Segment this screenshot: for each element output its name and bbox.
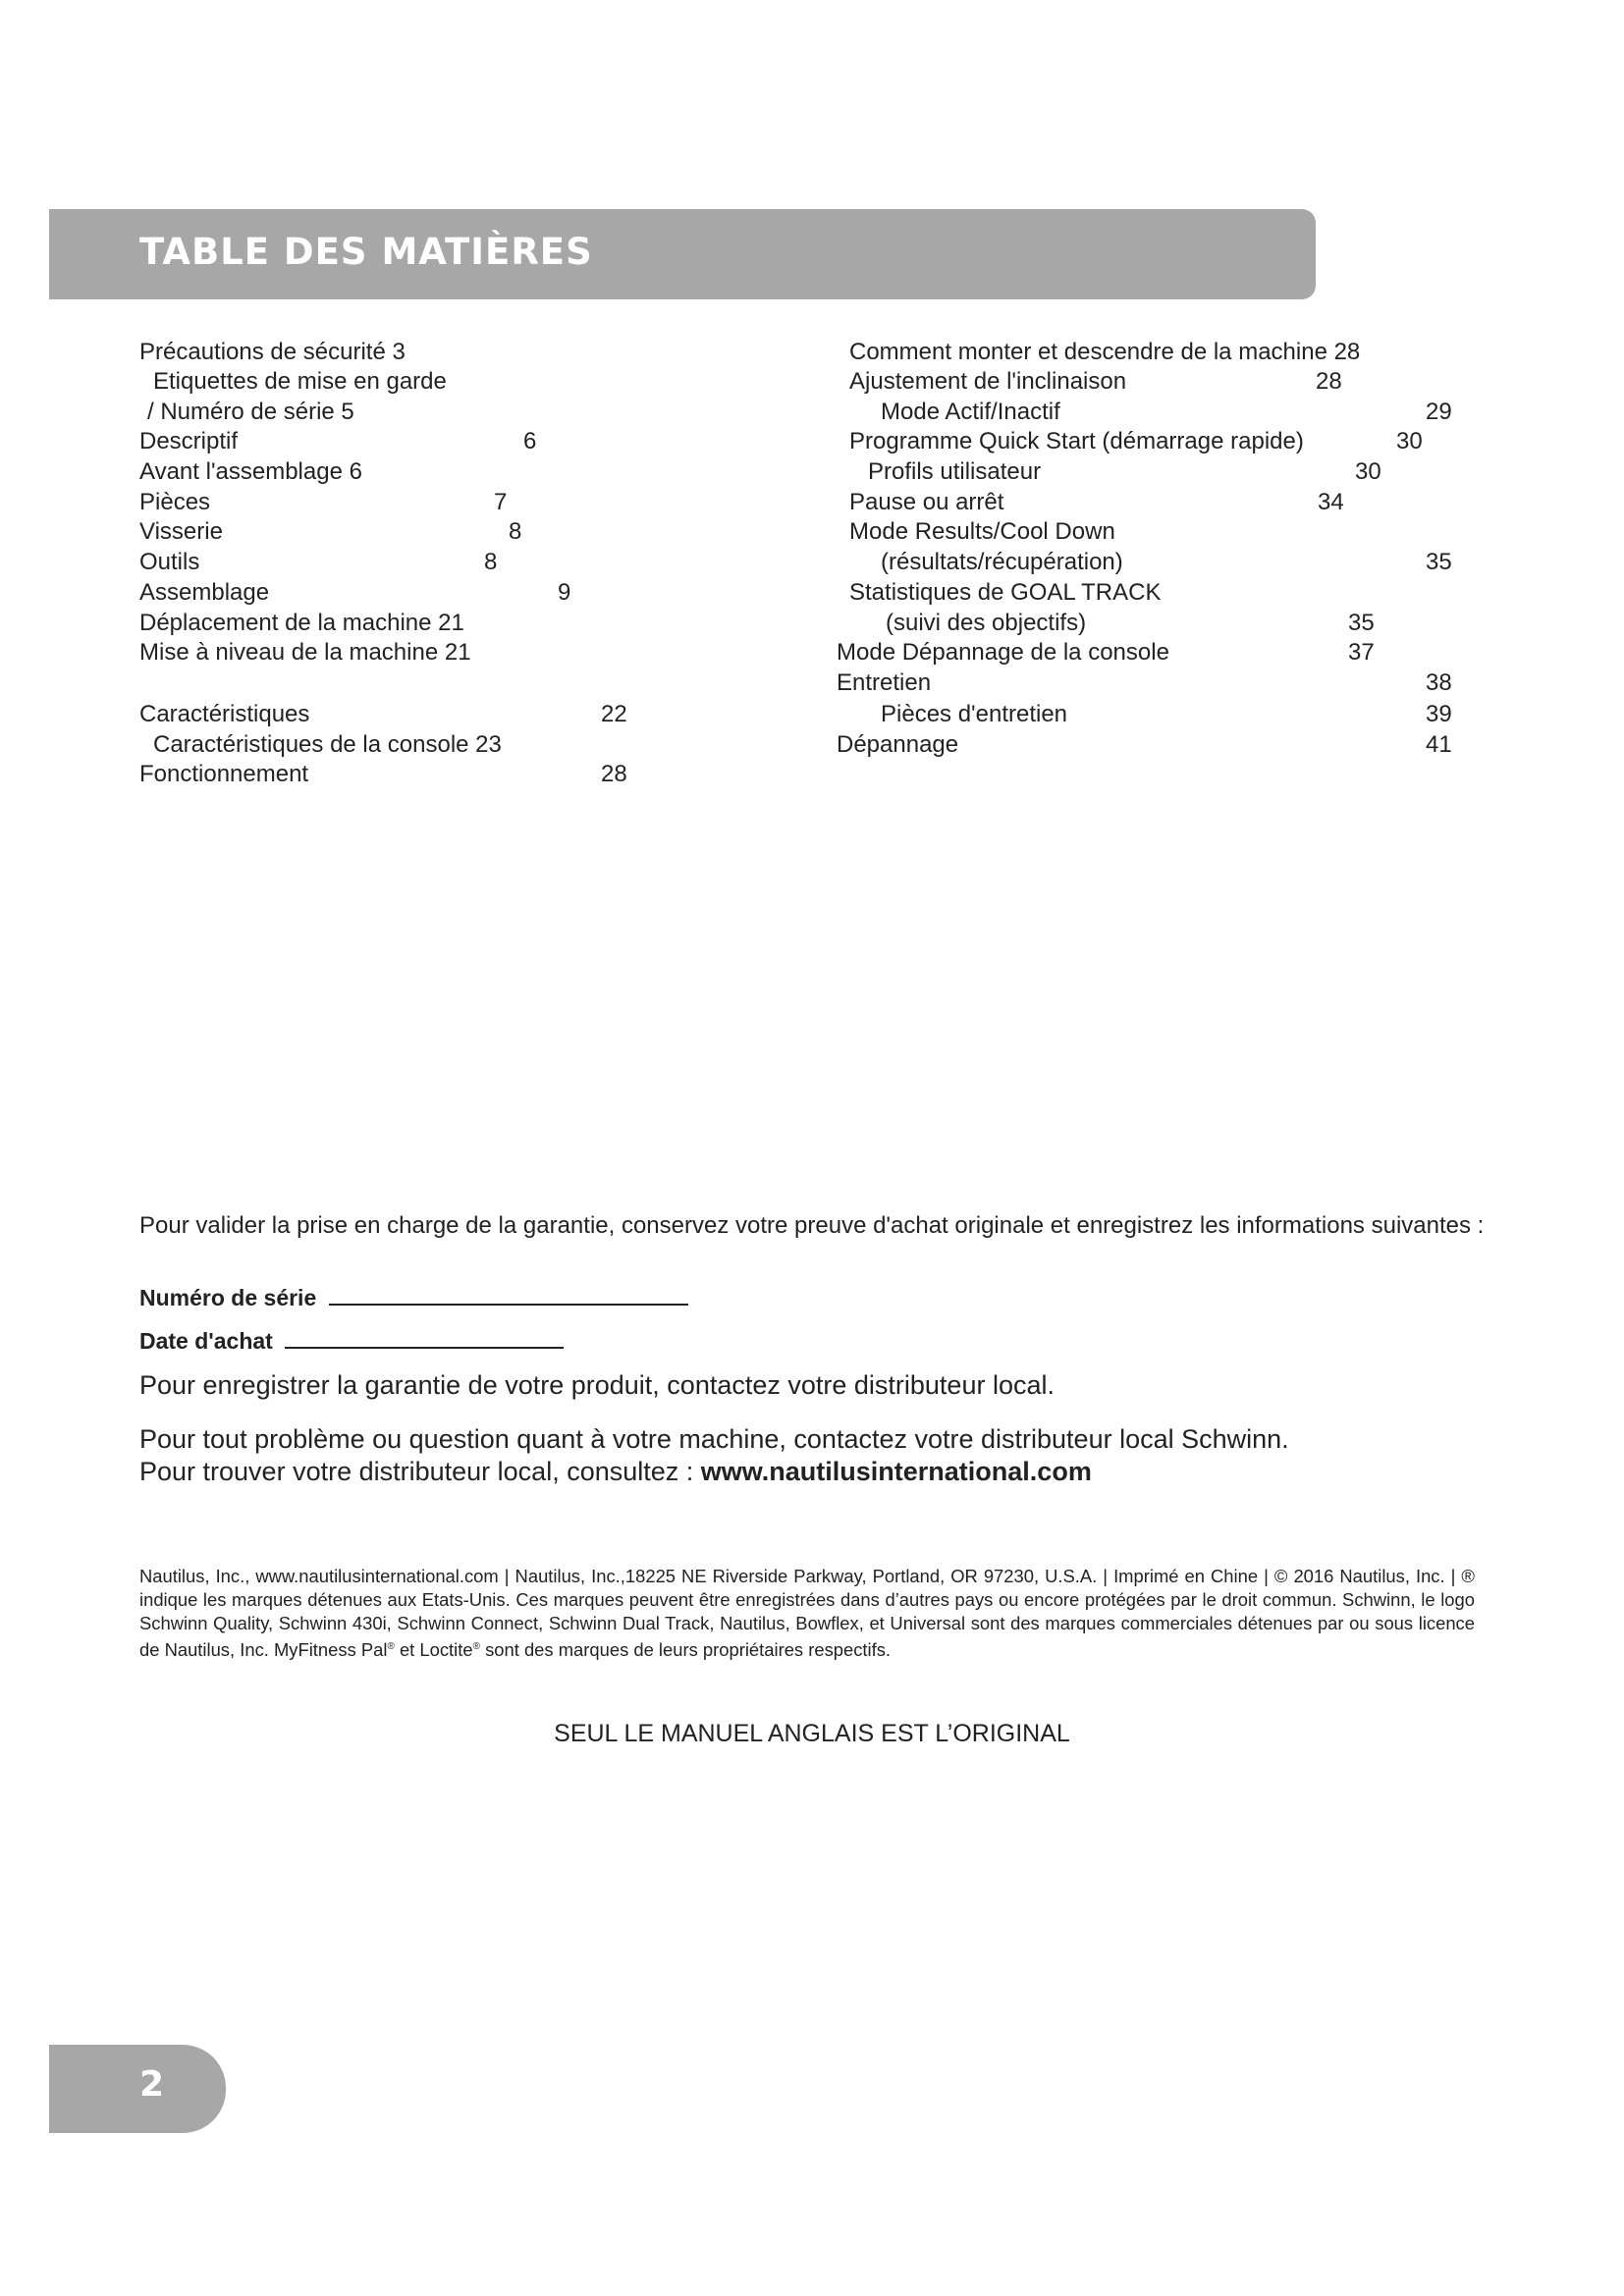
toc-entry: Caractéristiques	[139, 701, 310, 727]
toc-entry: Dépannage	[837, 731, 959, 758]
serial-number-field	[139, 1282, 688, 1311]
toc-entry: Outils	[139, 549, 200, 575]
toc-page-number: 8	[509, 518, 522, 545]
toc-entry: Entretien	[837, 669, 932, 696]
legal-text-2: et Loctite	[394, 1639, 473, 1661]
toc-page-number: 29	[1426, 399, 1452, 425]
toc-entry: Etiquettes de mise en garde	[153, 368, 447, 395]
serial-number-blank	[329, 1282, 688, 1306]
toc-page-number: 28	[601, 761, 627, 787]
toc-entry: Mode Results/Cool Down	[849, 518, 1115, 545]
toc-entry: / Numéro de série 5	[147, 399, 354, 425]
toc-entry: Assemblage	[139, 579, 270, 606]
toc-page-number: 30	[1396, 428, 1423, 454]
purchase-date-label: Date d'achat	[139, 1328, 273, 1354]
toc-entry: Programme Quick Start (démarrage rapide)	[849, 428, 1304, 454]
distributor-url-link[interactable]: www.nautilusinternational.com	[700, 1457, 1092, 1486]
section-header-bar	[49, 209, 1316, 299]
toc-entry: (résultats/récupération)	[881, 549, 1123, 575]
toc-entry: Pause ou arrêt	[849, 489, 1004, 515]
toc-entry: Précautions de sécurité 3	[139, 339, 406, 365]
toc-page-number: 28	[1316, 368, 1342, 395]
toc-entry: Pièces d'entretien	[881, 701, 1068, 727]
toc-page-number: 39	[1426, 701, 1452, 727]
toc-page-number: 8	[484, 549, 498, 575]
toc-entry: Déplacement de la machine 21	[139, 610, 464, 636]
registered-mark: ®	[472, 1641, 480, 1652]
toc-entry: Profils utilisateur	[868, 458, 1042, 485]
legal-notice	[139, 1565, 1475, 1662]
contact-line-1: Pour tout problème ou question quant à votre machine, contactez votre distributeur local Schwinn.	[139, 1424, 1289, 1454]
legal-text-3: sont des marques de leurs propriétaires respectifs.	[479, 1639, 892, 1661]
registered-mark: ®	[387, 1641, 395, 1652]
contact-line-2-text: Pour trouver votre distributeur local, consultez :	[139, 1457, 694, 1486]
toc-entry: Caractéristiques de la console 23	[153, 731, 502, 758]
toc-page-number: 37	[1348, 639, 1375, 666]
toc-page-number: 22	[601, 701, 627, 727]
toc-entry: Ajustement de l'inclinaison	[849, 368, 1127, 395]
page-number-tab	[49, 2045, 226, 2133]
toc-entry: Avant l'assemblage 6	[139, 458, 362, 485]
toc-entry: Mode Actif/Inactif	[881, 399, 1060, 425]
contact-line-2	[139, 1457, 1092, 1487]
toc-entry: Pièces	[139, 489, 211, 515]
toc-page-number: 38	[1426, 669, 1452, 696]
page-title: TABLE DES MATIÈRES	[139, 231, 593, 273]
warranty-intro: Pour valider la prise en charge de la garantie, conservez votre preuve d'achat originale et enregistrez les informations suivantes :	[139, 1212, 1485, 1239]
toc-entry: (suivi des objectifs)	[886, 610, 1087, 636]
toc-page-number: 7	[494, 489, 508, 515]
serial-number-label: Numéro de série	[139, 1285, 317, 1310]
toc-page-number: 35	[1348, 610, 1375, 636]
toc-page-number: 41	[1426, 731, 1452, 758]
toc-page-number: 34	[1318, 489, 1344, 515]
toc-page-number: 35	[1426, 549, 1452, 575]
toc-entry: Mise à niveau de la machine 21	[139, 639, 471, 666]
toc-entry: Visserie	[139, 518, 223, 545]
toc-entry: Mode Dépannage de la console	[837, 639, 1169, 666]
toc-page-number: 30	[1355, 458, 1381, 485]
legal-text-1: Nautilus, Inc., www.nautilusinternational.com | Nautilus, Inc.,18225 NE Riverside Parkway, Portland, OR 97230, U.S.A. | Imprimé en Chine | © 2016 Nautilus, Inc. | ® indique les marques détenues aux Etats-Unis. Ces marques peuvent être enregistrées dans d’autres pays ou encore protégées par le droit commun. Schwinn, le logo Schwinn Quality, Schwinn 430i, Schwinn Connect, Schwinn Dual Track, Nautilus, Bowflex, et Universal sont des marques commerciales détenues par ou sous licence de Nautilus, Inc. MyFitness Pal	[139, 1566, 1475, 1661]
toc-entry: Statistiques de GOAL TRACK	[849, 579, 1162, 606]
toc-entry: Comment monter et descendre de la machine 28	[849, 339, 1361, 365]
toc-entry: Descriptif	[139, 428, 239, 454]
page-number: 2	[139, 2064, 165, 2105]
original-manual-note: SEUL LE MANUEL ANGLAIS EST L’ORIGINAL	[554, 1720, 1070, 1747]
toc-page-number: 6	[523, 428, 537, 454]
purchase-date-field	[139, 1325, 564, 1355]
register-warranty-text: Pour enregistrer la garantie de votre produit, contactez votre distributeur local.	[139, 1370, 1055, 1400]
purchase-date-blank	[285, 1325, 564, 1349]
toc-entry: Fonctionnement	[139, 761, 309, 787]
toc-page-number: 9	[558, 579, 571, 606]
